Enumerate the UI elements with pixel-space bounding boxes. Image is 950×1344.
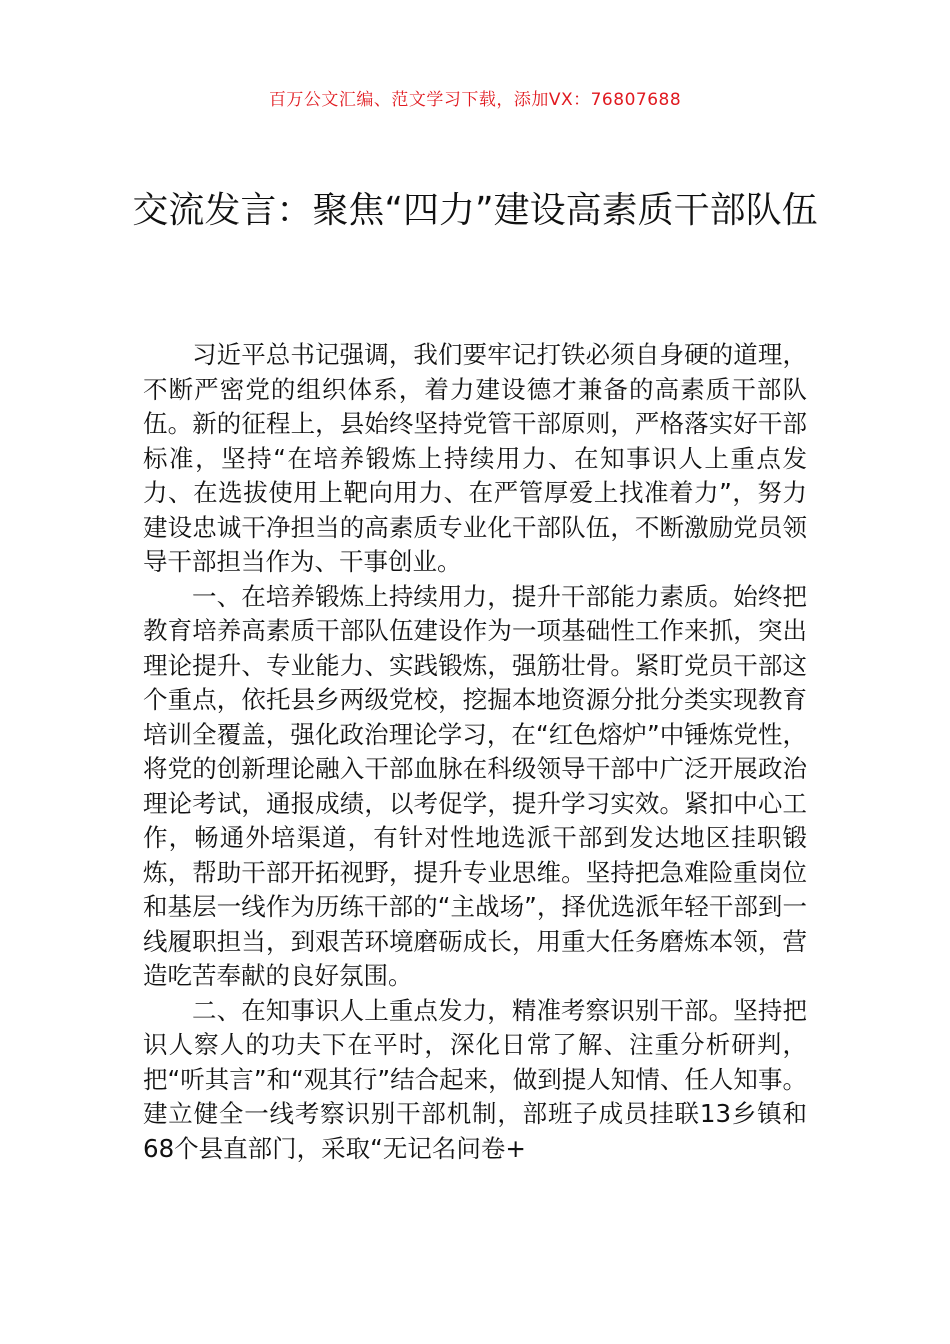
paragraph-section-two: 二、在知事识人上重点发力，精准考察识别干部。坚持把识人察人的功夫下在平时，深化日常了解、注重分析研判，把“听其言”和“观其行”结合起来，做到提人知情、任人知事。建立健全一线考察识别干部机制，部班子成员挂联13乡镇和68个县直部门，采取“无记名问卷+	[143, 995, 807, 1163]
document-title: 交流发言：聚焦“四力”建设高素质干部队伍	[132, 190, 818, 231]
paragraph-section-one: 一、在培养锻炼上持续用力，提升干部能力素质。始终把教育培养高素质干部队伍建设作为一项基础性工作来抓，突出理论提升、专业能力、实践锻炼，强筋壮骨。紧盯党员干部这个重点，依托县乡两级党校，挖掘本地资源分批分类实现教育培训全覆盖，强化政治理论学习，在“红色熔炉”中锤炼党性，将党的创新理论融入干部血脉在科级领导干部中广泛开展政治理论考试，通报成绩，以考促学，提升学习实效。紧扣中心工作，畅通外培渠道，有针对性地选派干部到发达地区挂职锻炼，帮助干部开拓视野，提升专业思维。坚持把急难险重岗位和基层一线作为历练干部的“主战场”，择优选派年轻干部到一线履职担当，到艰苦环境磨砺成长，用重大任务磨炼本领，营造吃苦奉献的良好氛围。	[143, 581, 807, 990]
header-banner: 百万公文汇编、范文学习下载，添加VX：76807688	[268, 90, 682, 110]
paragraph-intro: 习近平总书记强调，我们要牢记打铁必须自身硬的道理，不断严密党的组织体系，着力建设德才兼备的高素质干部队伍。新的征程上，县始终坚持党管干部原则，严格落实好干部标准，坚持“在培养锻炼上持续用力、在知事识人上重点发力、在选拔使用上靶向用力、在严管厚爱上找准着力”，努力建设忠诚干净担当的高素质专业化干部队伍，不断激励党员领导干部担当作为、干事创业。	[143, 340, 807, 576]
document-body	[143, 338, 807, 1166]
